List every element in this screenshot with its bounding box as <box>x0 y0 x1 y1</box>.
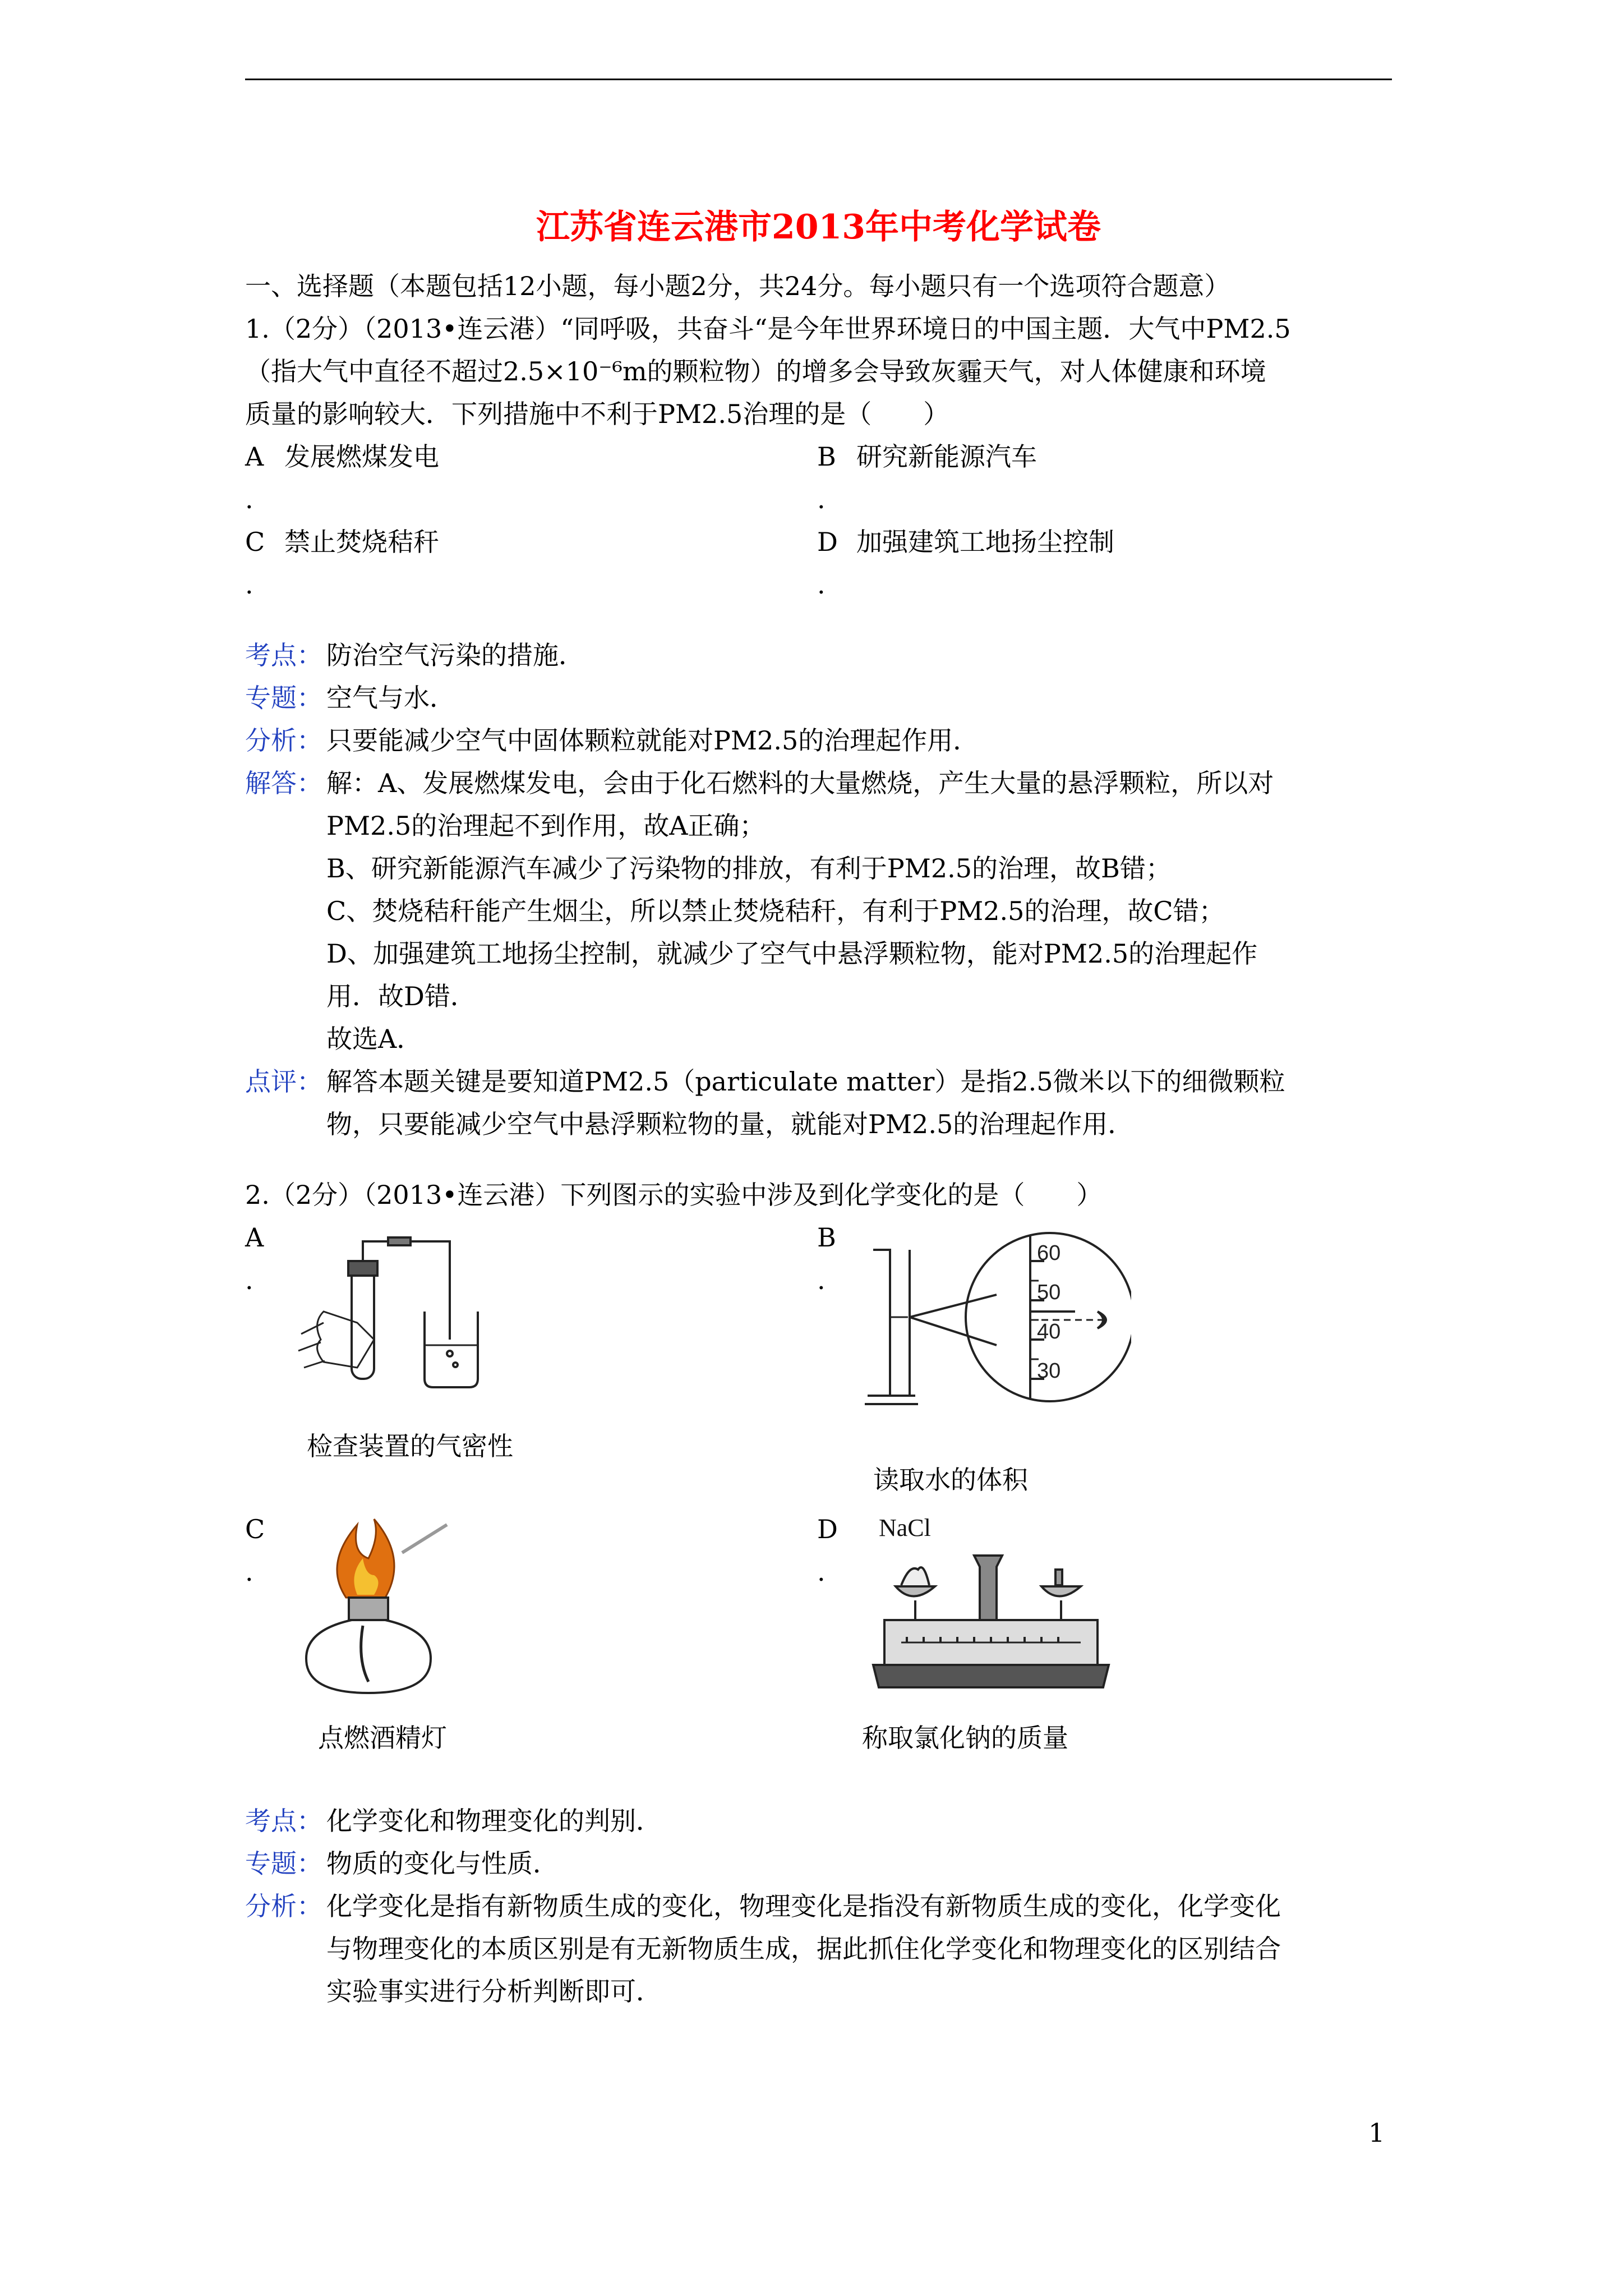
exam-page <box>245 202 1392 2013</box>
q1-jieda: 解答： 解：A、发展燃煤发电，会由于化石燃料的大量燃烧，产生大量的悬浮颗粒，所以对 PM2.5的治理起不到作用，故A正确； B、研究新能源汽车减少了污染物的排放，有利于PM2.5的治理，故B错； C、焚烧秸秆能产生烟尘，所以禁止焚烧秸秆，有利于PM2.5的治理，故C错； D、加强建筑工地扬尘控制，就减少了空气中悬浮颗粒物，能对PM2.5的治理起作 用．故D错． 故选A． <box>245 768 1274 1054</box>
section-heading: 一、选择题（本题包括12小题，每小题2分，共24分。每小题只有一个选项符合题意） <box>245 271 1230 301</box>
q1-fenxi: 分析： 只要能减少空气中固体颗粒就能对PM2.5的治理起作用． <box>245 725 979 756</box>
q2-option-a[interactable]: A . 检查装置的气密性 <box>245 1216 817 1508</box>
graduated-cylinder-icon <box>862 1227 1131 1418</box>
q1-stem-line-2: （指大气中直径不超过2.5×10⁻⁶m的颗粒物）的增多会导致灰霾天气，对人体健康和环境 <box>245 356 1266 386</box>
alcohol-lamp-icon <box>290 1513 458 1704</box>
q1-option-a[interactable]: A 发展燃煤发电 . <box>245 441 439 514</box>
balance-icon <box>862 1508 1120 1710</box>
q1-options <box>245 435 1392 606</box>
q1-option-b[interactable]: B 研究新能源汽车 . <box>817 441 1037 514</box>
q1-option-d[interactable]: D 加强建筑工地扬尘控制 . <box>817 527 1114 600</box>
header-rule <box>245 79 1392 80</box>
page-number: 1 <box>1368 2118 1385 2148</box>
page-title: 江苏省连云港市2013年中考化学试卷 <box>536 208 1101 247</box>
q1-dianping: 点评： 解答本题关键是要知道PM2.5（particulate matter）是指2.5微米以下的细微颗粒 物，只要能减少空气中悬浮颗粒物的量，就能对PM2.5的治理起作用． <box>245 1066 1285 1139</box>
q2-option-d-caption: 称取氯化钠的质量 <box>862 1723 1068 1753</box>
cylinder-scale-40: 40 <box>1037 1320 1061 1343</box>
q2-fenxi: 分析： 化学变化是指有新物质生成的变化，物理变化是指没有新物质生成的变化，化学变化 与物理变化的本质区别是有无新物质生成，据此抓住化学变化和物理变化的区别结合 实验事实进行分析判断即可． <box>245 1891 1281 2007</box>
q2-option-d[interactable]: D . NaCl 称取氯化钠的质量 <box>817 1508 1389 1800</box>
q1-zhuanti: 专题： 空气与水． <box>245 683 455 713</box>
cylinder-scale-60: 60 <box>1037 1241 1061 1265</box>
cylinder-scale-30: 30 <box>1037 1359 1061 1383</box>
q2-option-a-caption: 检查装置的气密性 <box>307 1431 513 1461</box>
q1-option-c[interactable]: C 禁止焚烧秸秆 . <box>245 527 439 600</box>
q2-options <box>245 1216 1392 1800</box>
q2-stem: 2.（2分）（2013•连云港）下列图示的实验中涉及到化学变化的是（ ） <box>245 1180 1103 1210</box>
q2-option-b-caption: 读取水的体积 <box>873 1465 1028 1495</box>
nacl-label: NaCl <box>879 1514 931 1542</box>
q2-option-b[interactable]: B . 60 50 40 30 读取水的体积 <box>817 1216 1389 1508</box>
q1-kaodian: 考点： 防治空气污染的措施． <box>245 640 584 670</box>
q2-option-c-caption: 点燃酒精灯 <box>318 1723 447 1753</box>
q2-option-c[interactable]: C . 点燃酒精灯 <box>245 1508 817 1800</box>
cylinder-scale-50: 50 <box>1037 1281 1061 1304</box>
q1-stem-line-1: 1.（2分）（2013•连云港）“同呼吸，共奋斗“是今年世界环境日的中国主题．大气中PM2.5 <box>245 314 1291 344</box>
q2-zhuanti: 专题： 物质的变化与性质． <box>245 1848 559 1879</box>
airtightness-apparatus-icon <box>290 1227 492 1396</box>
q1-stem-line-3: 质量的影响较大．下列措施中不利于PM2.5治理的是（ ） <box>245 399 949 429</box>
q2-kaodian: 考点： 化学变化和物理变化的判别． <box>245 1806 662 1836</box>
